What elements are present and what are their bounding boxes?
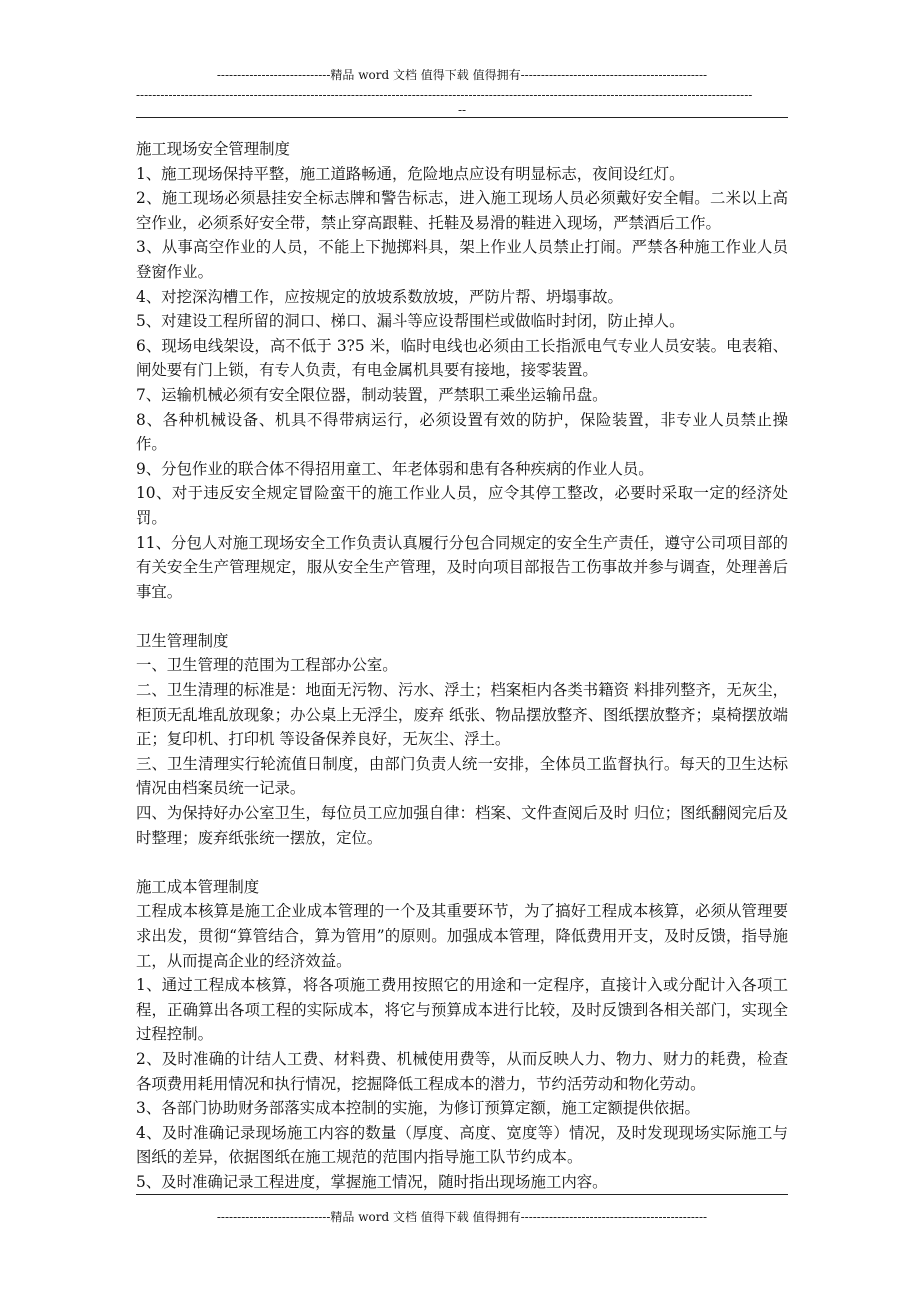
paragraph: 四、为保持好办公室卫生，每位员工应加强自律：档案、文件查阅后及时 归位；图纸翻阅完后及时整理；废弃纸张统一摆放，定位。	[136, 804, 788, 847]
header-banner: ----------------------------精品 word 文档 值得下载 值得拥有----------------------------------------------	[216, 68, 708, 82]
header-rule	[136, 117, 788, 118]
paragraph: 4、对挖深沟槽工作，应按规定的放坡系数放坡，严防片帮、坍塌事故。	[136, 287, 623, 306]
paragraph: 8、各种机械设备、机具不得带病运行，必须设置有效的防护，保险装置，非专业人员禁止操作。	[136, 410, 788, 454]
paragraph: 11、分包人对施工现场安全工作负责认真履行分包合同规定的安全生产责任，遵守公司项目部的有关安全生产管理规定，服从安全生产管理，及时向项目部报告工伤事故并参与调查，处理善后事宜。	[136, 533, 788, 601]
paragraph: 4、及时准确记录现场施工内容的数量（厚度、高度、宽度等）情况，及时发现现场实际施工与图纸的差异，依据图纸在施工规范的范围内指导施工队节约成本。	[136, 1123, 788, 1167]
paragraph: 2、施工现场必须悬挂安全标志牌和警告标志，进入施工现场人员必须戴好安全帽。二米以上高空作业，必须系好安全带，禁止穿高跟鞋、托鞋及易滑的鞋进入现场，严禁酒后工作。	[136, 189, 788, 232]
section-title: 卫生管理制度	[136, 631, 229, 650]
section-safety	[136, 137, 788, 604]
header-dash-line: --------------------------------------------------------------------------------------------------------------------------------------------------------	[136, 88, 753, 102]
header-dash-tail: --	[457, 103, 467, 117]
paragraph: 三、卫生清理实行轮流值日制度，由部门负责人统一安排，全体员工监督执行。每天的卫生达标情况由档案员统一记录。	[136, 754, 788, 798]
footer-rule	[136, 1194, 788, 1195]
footer-banner: ----------------------------精品 word 文档 值得下载 值得拥有----------------------------------------------	[216, 1210, 708, 1224]
paragraph: 9、分包作业的联合体不得招用童工、年老体弱和患有各种疾病的作业人员。	[136, 459, 654, 478]
paragraph: 5、对建设工程所留的洞口、梯口、漏斗等应设帮围栏或做临时封闭，防止掉人。	[136, 312, 685, 331]
paragraph: 6、现场电线架设，高不低于 3?5 米，临时电线也必须由工长指派电气专业人员安装。电表箱、闸处要有门上锁，有专人负责，有电金属机具要有接地，接零装置。	[136, 336, 788, 380]
section-spacer	[136, 850, 788, 875]
paragraph: 7、运输机械必须有安全限位器，制动装置，严禁职工乘坐运输吊盘。	[136, 385, 608, 404]
paragraph: 3、从事高空作业的人员，不能上下抛掷料具，架上作业人员禁止打闹。严禁各种施工作业人员登窗作业。	[136, 238, 788, 281]
section-hygiene	[136, 629, 788, 850]
paragraph: 3、各部门协助财务部落实成本控制的实施，为修订预算定额，施工定额提供依据。	[136, 1099, 700, 1118]
paragraph: 5、及时准确记录工程进度，掌握施工情况，随时指出现场施工内容。	[136, 1172, 608, 1191]
section-title: 施工成本管理制度	[136, 877, 260, 896]
section-spacer	[136, 604, 788, 629]
paragraph: 1、通过工程成本核算，将各项施工费用按照它的用途和一定程序，直接计入或分配计入各项工程，正确算出各项工程的实际成本，将它与预算成本进行比较，及时反馈到各相关部门，实现全过程控制。	[136, 976, 788, 1044]
paragraph: 工程成本核算是施工企业成本管理的一个及其重要环节，为了搞好工程成本核算，必须从管理要求出发，贯彻“算管结合，算为管用”的原则。加强成本管理，降低费用开支，及时反馈，指导施工，从而提高企业的经济效益。	[136, 902, 788, 970]
paragraph: 1、施工现场保持平整，施工道路畅通，危险地点应设有明显标志，夜间设红灯。	[136, 164, 685, 183]
paragraph: 二、卫生清理的标准是：地面无污物、污水、浮土；档案柜内各类书籍资 料排列整齐，无灰尘，柜顶无乱堆乱放现象；办公桌上无浮尘，废弃 纸张、物品摆放整齐、图纸摆放整齐；桌椅摆放端正；复印机、打印机 等设备保养良好，无灰尘、浮土。	[136, 681, 788, 749]
paragraph: 10、对于违反安全规定冒险蛮干的施工作业人员，应令其停工整改，必要时采取一定的经济处罚。	[136, 484, 788, 527]
document-body	[136, 137, 788, 1195]
paragraph: 2、及时准确的计结人工费、材料费、机械使用费等，从而反映人力、物力、财力的耗费，检查各项费用耗用情况和执行情况，挖掘降低工程成本的潜力，节约活劳动和物化劳动。	[136, 1049, 788, 1093]
section-title: 施工现场安全管理制度	[136, 140, 290, 158]
section-cost	[136, 875, 788, 1195]
paragraph: 一、卫生管理的范围为工程部办公室。	[136, 656, 398, 675]
